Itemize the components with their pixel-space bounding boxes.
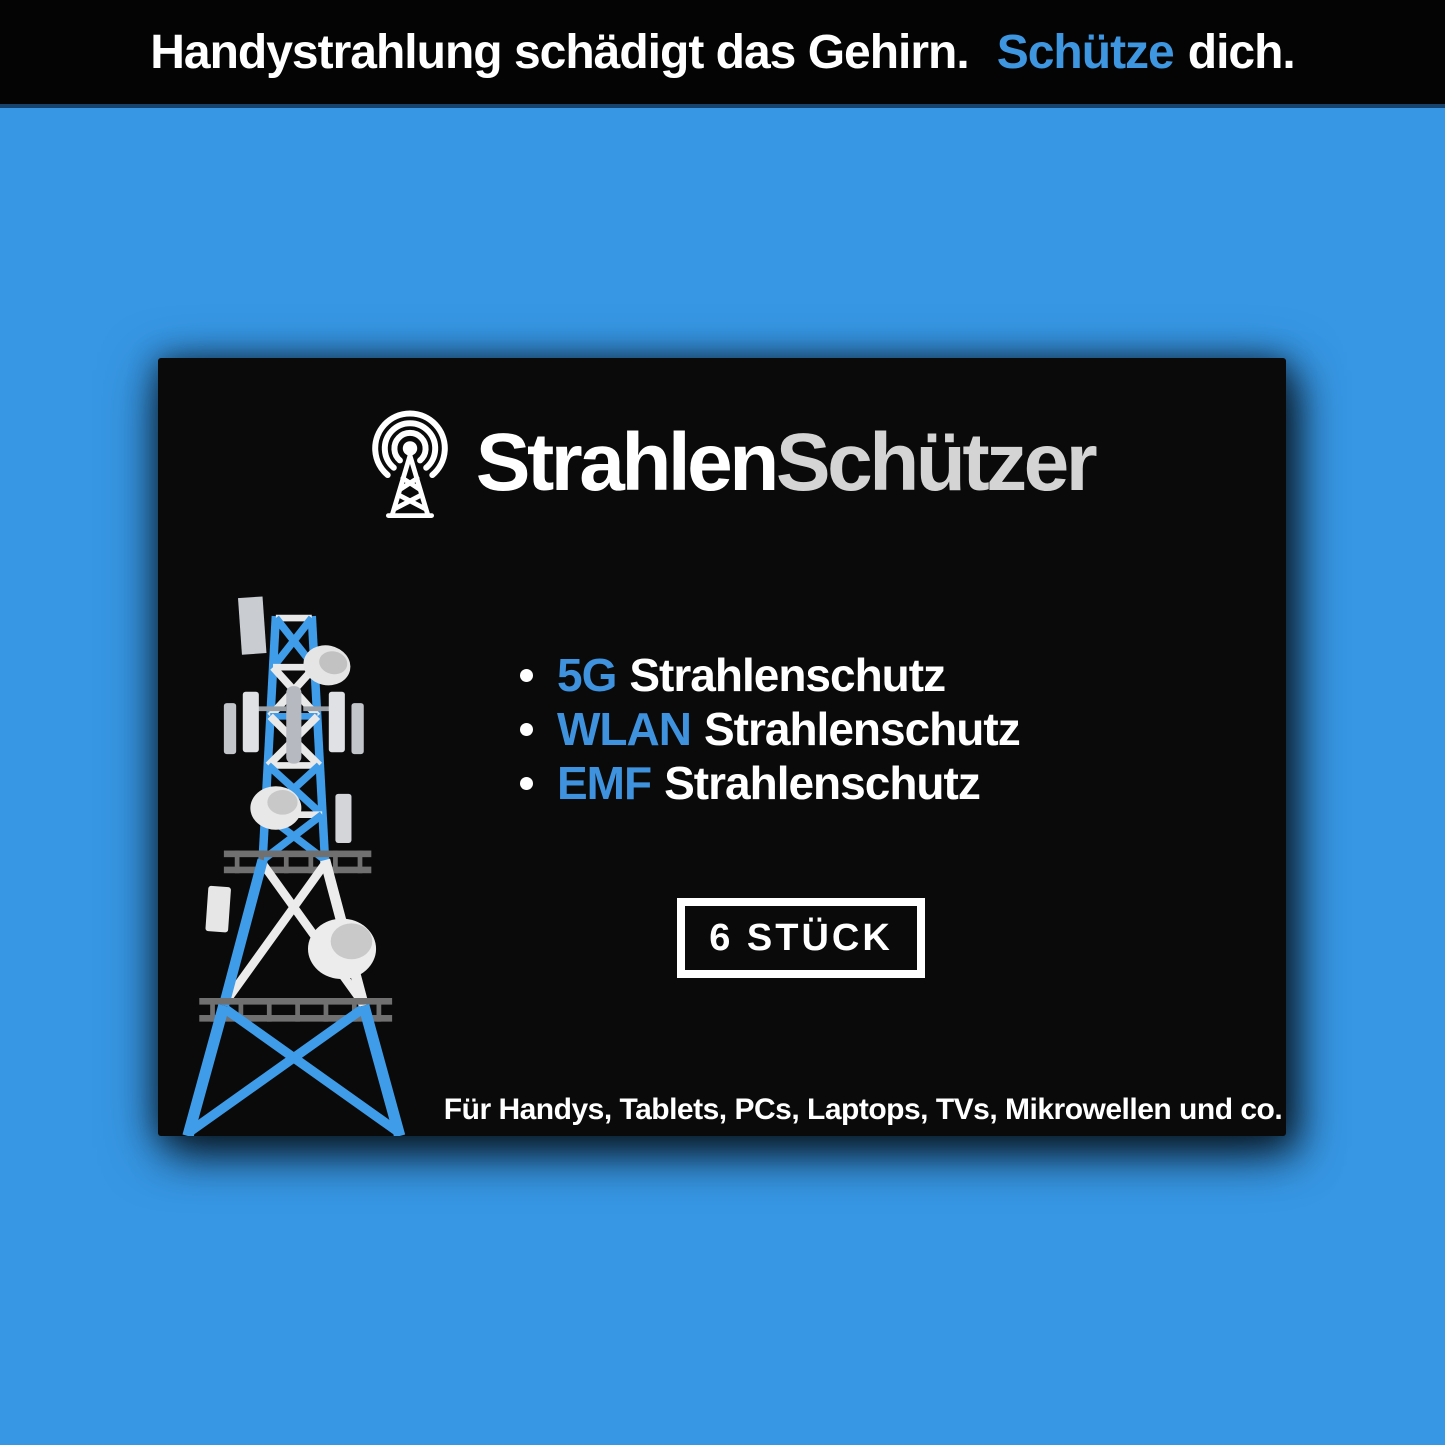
bullet-icon bbox=[520, 777, 533, 790]
feature-text: Strahlenschutz bbox=[664, 757, 980, 809]
quantity-badge-label: 6 STÜCK bbox=[709, 916, 893, 959]
cell-tower-illustration bbox=[158, 584, 464, 1136]
broadcast-antenna-icon bbox=[350, 404, 470, 524]
headline-banner bbox=[0, 0, 1445, 108]
feature-text: Strahlenschutz bbox=[629, 649, 946, 701]
product-card bbox=[158, 358, 1286, 1136]
compatibility-text: Für Handys, Tablets, PCs, Laptops, TVs, Mikrowellen und co. bbox=[443, 1093, 1283, 1126]
bullet-icon bbox=[520, 669, 533, 682]
brand-logo bbox=[158, 402, 1286, 524]
feature-list bbox=[520, 648, 1020, 810]
brand-name-part1: Strahlen bbox=[475, 417, 776, 508]
bullet-icon bbox=[520, 723, 533, 736]
feature-keyword: WLAN bbox=[557, 703, 691, 755]
feature-text: Strahlenschutz bbox=[703, 703, 1020, 755]
feature-item-wlan bbox=[520, 702, 1020, 756]
feature-item-5g bbox=[520, 648, 1020, 702]
quantity-badge bbox=[677, 898, 925, 978]
headline-text-2: dich. bbox=[1187, 25, 1295, 79]
feature-keyword: 5G bbox=[557, 649, 617, 701]
headline-text-1: Handystrahlung schädigt das Gehirn. bbox=[150, 25, 969, 79]
headline-highlight: Schütze bbox=[996, 25, 1174, 79]
feature-item-emf bbox=[520, 756, 1020, 810]
brand-name-part2: Schützer bbox=[775, 417, 1095, 508]
brand-name bbox=[476, 416, 1094, 510]
feature-keyword: EMF bbox=[557, 757, 652, 809]
